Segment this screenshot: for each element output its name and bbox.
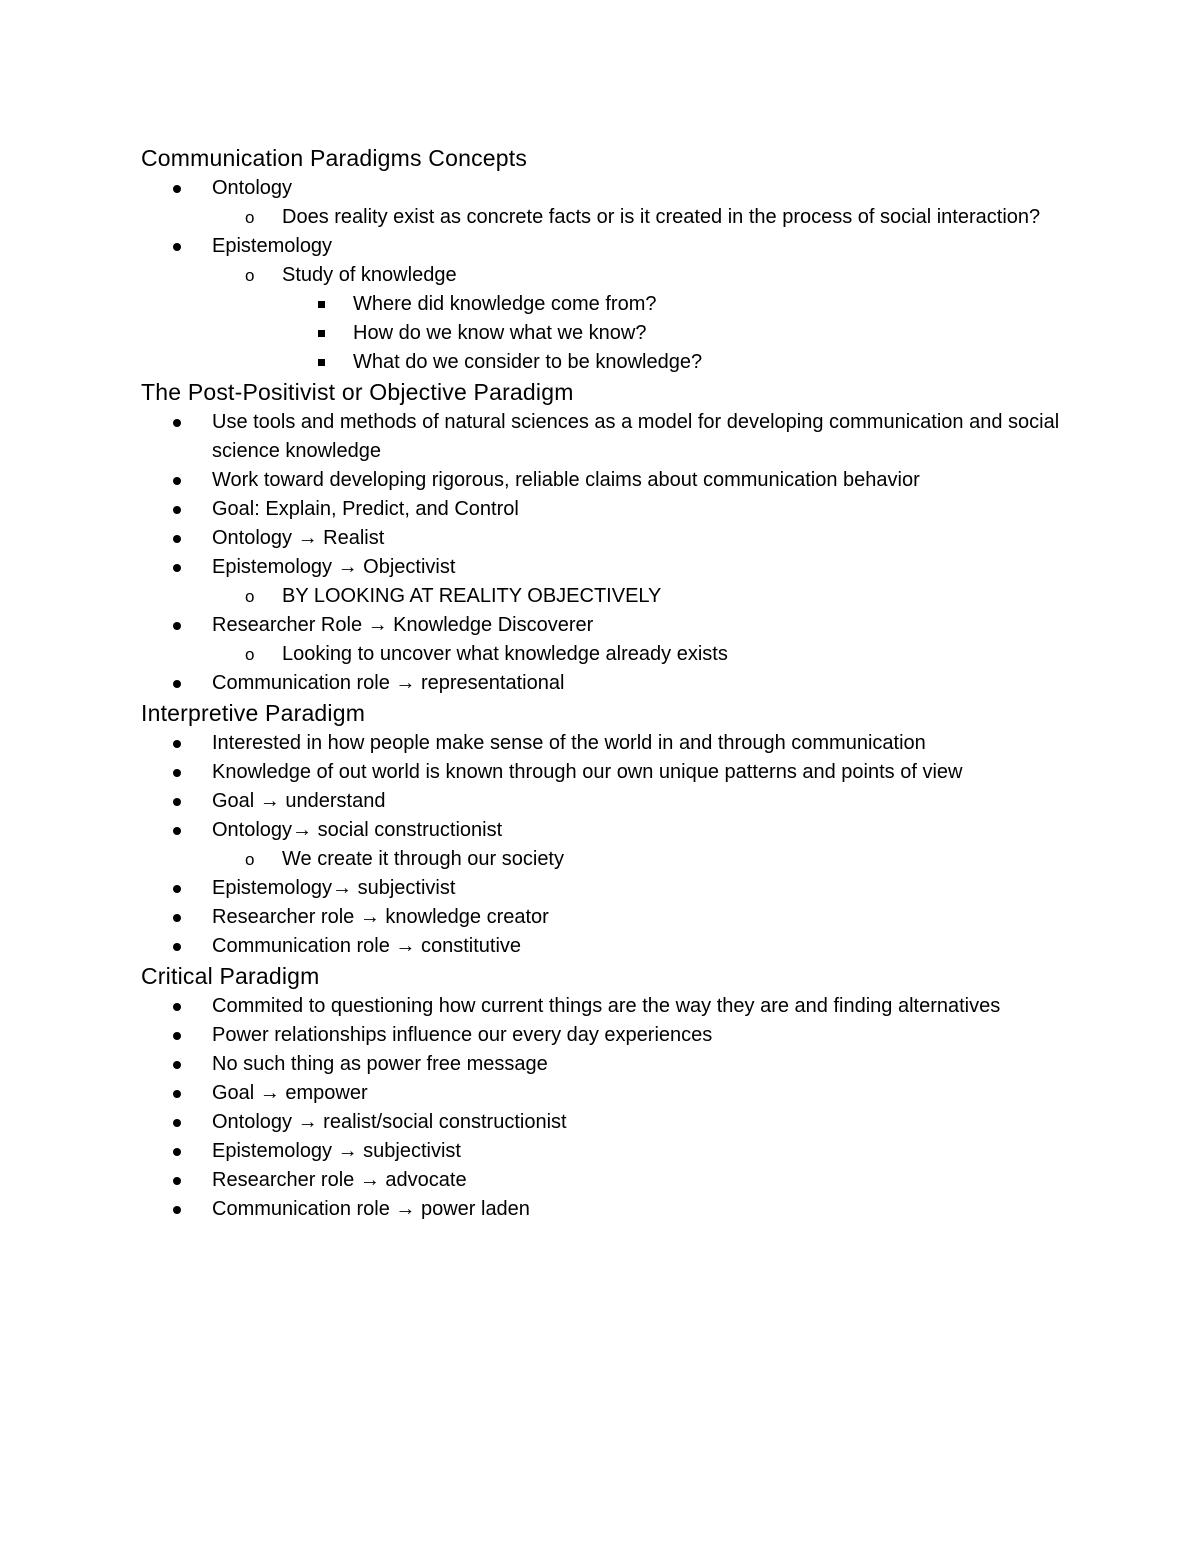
list-item-level-2 (141, 845, 1061, 874)
list-item-level-1 (141, 524, 1061, 553)
section-heading: The Post-Positivist or Objective Paradigm (141, 379, 574, 405)
list-item-text: Epistemology→ subjectivist (212, 877, 456, 899)
list-item-text: Researcher role → advocate (212, 1169, 467, 1191)
list-item-level-1 (141, 1021, 1061, 1050)
list-item-level-1 (141, 903, 1061, 932)
circle-bullet-icon: o (245, 850, 255, 869)
list-item-text: Commited to questioning how current things are the way they are and finding alternatives (212, 995, 1001, 1017)
list-item-level-1 (141, 495, 1061, 524)
list-item-text: Ontology (212, 177, 293, 199)
list-item-level-1 (141, 466, 1061, 495)
section-list (141, 992, 1061, 1224)
list-item-level-1 (141, 408, 1061, 466)
list-item-level-3 (141, 319, 1061, 348)
list-item-text: Work toward developing rigorous, reliable claims about communication behavior (212, 469, 920, 491)
circle-bullet-icon: o (245, 587, 255, 606)
list-item-level-1 (141, 758, 1061, 787)
list-item-level-1 (141, 669, 1061, 698)
list-item-text: Ontology → realist/social constructionist (212, 1111, 567, 1133)
list-item-text: We create it through our society (282, 848, 564, 870)
list-item-text: Power relationships influence our every day experiences (212, 1024, 713, 1046)
circle-bullet-icon: o (245, 208, 255, 227)
list-item-level-2 (141, 261, 1061, 290)
list-item-text: Communication role → representational (212, 672, 565, 694)
list-item-text: Epistemology (212, 235, 333, 257)
list-item-text: Communication role → constitutive (212, 935, 522, 957)
list-item-text: Study of knowledge (282, 264, 457, 286)
list-item-text: How do we know what we know? (353, 322, 647, 344)
circle-bullet-icon: o (245, 645, 255, 664)
list-item-level-1 (141, 1079, 1061, 1108)
section-heading: Communication Paradigms Concepts (141, 145, 528, 171)
list-item-text: Epistemology → subjectivist (212, 1140, 461, 1162)
list-item-text: Goal: Explain, Predict, and Control (212, 498, 519, 520)
list-item-level-2 (141, 640, 1061, 669)
list-item-level-1 (141, 874, 1061, 903)
list-item-text: BY LOOKING AT REALITY OBJECTIVELY (282, 585, 662, 607)
list-item-level-2 (141, 203, 1061, 232)
list-item-text: Use tools and methods of natural sciences as a model for developing communication and social science knowledge (212, 411, 1060, 462)
list-item-level-1 (141, 729, 1061, 758)
list-item-text: Researcher role → knowledge creator (212, 906, 549, 928)
list-item-text: Interested in how people make sense of the world in and through communication (212, 732, 926, 754)
list-item-text: Goal → understand (212, 790, 386, 812)
list-item-level-3 (141, 290, 1061, 319)
list-item-level-1 (141, 232, 1061, 261)
list-item-text: Looking to uncover what knowledge already exists (282, 643, 728, 665)
list-item-text: Ontology→ social constructionist (212, 819, 503, 841)
list-item-level-1 (141, 1195, 1061, 1224)
list-item-level-1 (141, 816, 1061, 845)
section-list (141, 408, 1061, 698)
list-item-text: What do we consider to be knowledge? (353, 351, 703, 373)
document-body (141, 143, 1061, 1224)
list-item-level-1 (141, 174, 1061, 203)
list-item-level-1 (141, 611, 1061, 640)
list-item-text: Ontology → Realist (212, 527, 385, 549)
list-item-level-3 (141, 348, 1061, 377)
list-item-text: Goal → empower (212, 1082, 368, 1104)
list-item-text: Where did knowledge come from? (353, 293, 657, 315)
list-item-text: Researcher Role → Knowledge Discoverer (212, 614, 594, 636)
list-item-level-1 (141, 1108, 1061, 1137)
list-item-level-1 (141, 1137, 1061, 1166)
list-item-text: Knowledge of out world is known through our own unique patterns and points of view (212, 761, 963, 783)
list-item-level-2 (141, 582, 1061, 611)
section-list (141, 174, 1061, 377)
list-item-level-1 (141, 1166, 1061, 1195)
list-item-level-1 (141, 553, 1061, 582)
list-item-level-1 (141, 787, 1061, 816)
list-item-text: Epistemology → Objectivist (212, 556, 456, 578)
list-item-text: No such thing as power free message (212, 1053, 548, 1075)
circle-bullet-icon: o (245, 266, 255, 285)
section-heading: Critical Paradigm (141, 963, 320, 989)
list-item-level-1 (141, 992, 1061, 1021)
list-item-text: Does reality exist as concrete facts or is it created in the process of social interaction? (282, 206, 1041, 228)
list-item-text: Communication role → power laden (212, 1198, 530, 1220)
list-item-level-1 (141, 1050, 1061, 1079)
list-item-level-1 (141, 932, 1061, 961)
section-heading: Interpretive Paradigm (141, 700, 366, 726)
section-list (141, 729, 1061, 961)
